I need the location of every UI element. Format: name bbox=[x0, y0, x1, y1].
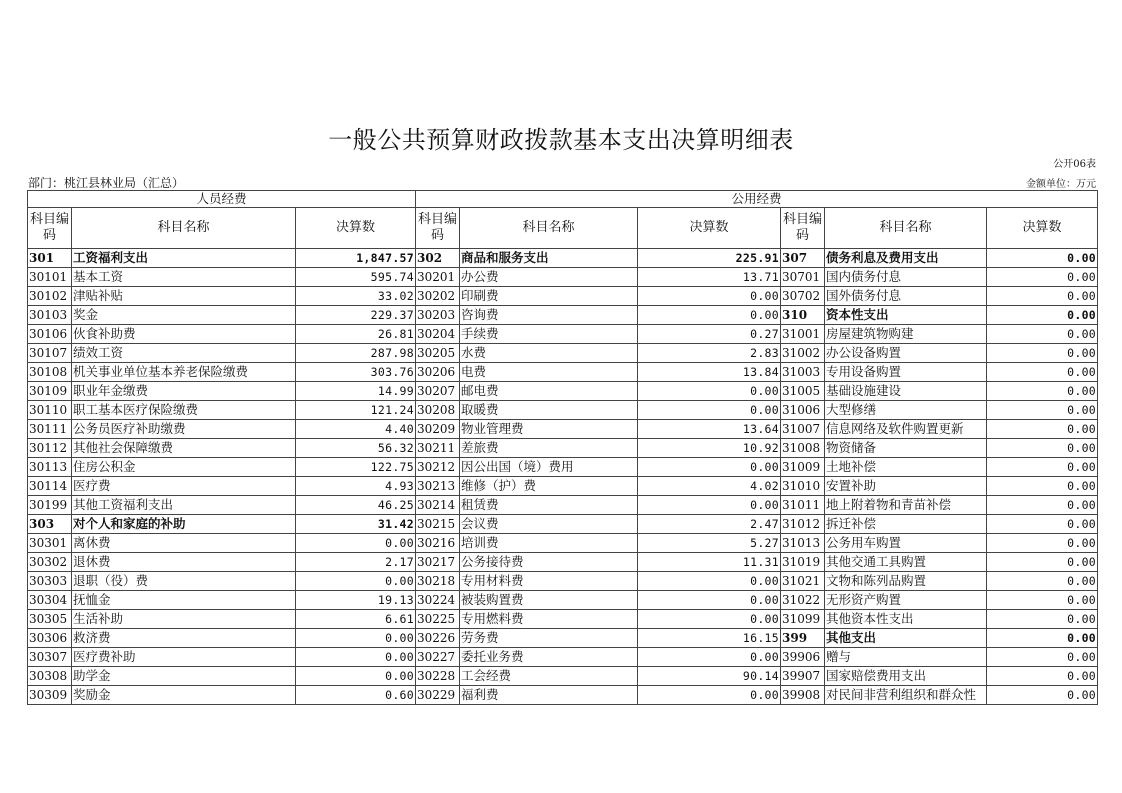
amount-cell: 0.00 bbox=[987, 477, 1098, 496]
table-row bbox=[28, 610, 1098, 629]
subject-name-cell: 公务用车购置 bbox=[825, 534, 987, 553]
subject-name-cell: 其他交通工具购置 bbox=[825, 553, 987, 572]
amount-cell: 0.00 bbox=[987, 401, 1098, 420]
subject-code-cell: 31005 bbox=[781, 382, 825, 401]
amount-header: 决算数 bbox=[987, 208, 1098, 249]
amount-cell: 0.00 bbox=[638, 458, 781, 477]
subject-name-cell: 基础设施建设 bbox=[825, 382, 987, 401]
subject-name-cell: 邮电费 bbox=[460, 382, 638, 401]
amount-cell: 0.00 bbox=[638, 648, 781, 667]
subject-code-cell: 31011 bbox=[781, 496, 825, 515]
amount-cell: 0.00 bbox=[638, 382, 781, 401]
amount-cell: 13.64 bbox=[638, 420, 781, 439]
subject-code-cell: 30205 bbox=[416, 344, 460, 363]
subject-code-cell: 301 bbox=[28, 249, 72, 268]
subject-name-cell: 物业管理费 bbox=[460, 420, 638, 439]
subject-code-cell: 39908 bbox=[781, 686, 825, 705]
subject-code-cell: 30227 bbox=[416, 648, 460, 667]
subject-name-cell: 工资福利支出 bbox=[72, 249, 296, 268]
subject-name-cell: 商品和服务支出 bbox=[460, 249, 638, 268]
subject-code-cell: 31099 bbox=[781, 610, 825, 629]
subject-code-cell: 30114 bbox=[28, 477, 72, 496]
subject-name-cell: 对民间非营利组织和群众性 bbox=[825, 686, 987, 705]
subject-code-cell: 31010 bbox=[781, 477, 825, 496]
table-row bbox=[28, 401, 1098, 420]
subject-code-cell: 302 bbox=[416, 249, 460, 268]
amount-cell: 0.00 bbox=[638, 496, 781, 515]
page-title: 一般公共预算财政拨款基本支出决算明细表 bbox=[328, 126, 794, 154]
subject-code-cell: 30215 bbox=[416, 515, 460, 534]
amount-cell: 0.00 bbox=[987, 325, 1098, 344]
amount-cell: 2.83 bbox=[638, 344, 781, 363]
subject-name-cell: 赠与 bbox=[825, 648, 987, 667]
subject-code-cell: 31019 bbox=[781, 553, 825, 572]
subject-code-cell: 30214 bbox=[416, 496, 460, 515]
subject-code-cell: 30109 bbox=[28, 382, 72, 401]
subject-name-cell: 奖励金 bbox=[72, 686, 296, 705]
subject-name-cell: 专用燃料费 bbox=[460, 610, 638, 629]
amount-cell: 0.00 bbox=[638, 306, 781, 325]
amount-cell: 121.24 bbox=[296, 401, 416, 420]
subject-code-cell: 30306 bbox=[28, 629, 72, 648]
table-row bbox=[28, 249, 1098, 268]
subject-code-cell: 30101 bbox=[28, 268, 72, 287]
amount-cell: 0.00 bbox=[638, 686, 781, 705]
subject-name-cell: 其他资本性支出 bbox=[825, 610, 987, 629]
subject-code-cell: 30212 bbox=[416, 458, 460, 477]
amount-cell: 31.42 bbox=[296, 515, 416, 534]
subject-code-cell: 30204 bbox=[416, 325, 460, 344]
subject-code-cell: 30217 bbox=[416, 553, 460, 572]
subject-name-cell: 地上附着物和青苗补偿 bbox=[825, 496, 987, 515]
amount-header: 决算数 bbox=[638, 208, 781, 249]
amount-cell: 0.00 bbox=[638, 287, 781, 306]
subject-code-cell: 30302 bbox=[28, 553, 72, 572]
subject-code-cell: 310 bbox=[781, 306, 825, 325]
subject-name-cell: 培训费 bbox=[460, 534, 638, 553]
subject-name-cell: 专用材料费 bbox=[460, 572, 638, 591]
amount-cell: 0.00 bbox=[987, 667, 1098, 686]
subject-name-cell: 国外债务付息 bbox=[825, 287, 987, 306]
amount-cell: 0.00 bbox=[638, 401, 781, 420]
table-row bbox=[28, 553, 1098, 572]
subject-code-cell: 30108 bbox=[28, 363, 72, 382]
subject-name-cell: 信息网络及软件购置更新 bbox=[825, 420, 987, 439]
amount-cell: 0.00 bbox=[987, 420, 1098, 439]
amount-cell: 0.00 bbox=[987, 610, 1098, 629]
subject-name-cell: 公务员医疗补助缴费 bbox=[72, 420, 296, 439]
subject-name-cell: 取暖费 bbox=[460, 401, 638, 420]
subject-name-cell: 专用设备购置 bbox=[825, 363, 987, 382]
amount-cell: 2.47 bbox=[638, 515, 781, 534]
subject-name-cell: 国家赔偿费用支出 bbox=[825, 667, 987, 686]
amount-cell: 0.00 bbox=[987, 591, 1098, 610]
subject-code-cell: 31008 bbox=[781, 439, 825, 458]
subject-name-cell: 其他支出 bbox=[825, 629, 987, 648]
subject-name-cell: 医疗费 bbox=[72, 477, 296, 496]
subject-name-cell: 办公费 bbox=[460, 268, 638, 287]
subject-name-cell: 职工基本医疗保险缴费 bbox=[72, 401, 296, 420]
amount-cell: 2.17 bbox=[296, 553, 416, 572]
subject-name-cell: 委托业务费 bbox=[460, 648, 638, 667]
subject-name-cell: 电费 bbox=[460, 363, 638, 382]
table-row bbox=[28, 572, 1098, 591]
subject-name-cell: 职业年金缴费 bbox=[72, 382, 296, 401]
subject-name-cell: 机关事业单位基本养老保险缴费 bbox=[72, 363, 296, 382]
subject-code-cell: 31007 bbox=[781, 420, 825, 439]
amount-cell: 46.25 bbox=[296, 496, 416, 515]
amount-cell: 0.00 bbox=[987, 572, 1098, 591]
subject-name-cell: 离休费 bbox=[72, 534, 296, 553]
subject-code-cell: 30218 bbox=[416, 572, 460, 591]
amount-cell: 0.00 bbox=[638, 591, 781, 610]
table-row bbox=[28, 667, 1098, 686]
amount-cell: 595.74 bbox=[296, 268, 416, 287]
amount-cell: 33.02 bbox=[296, 287, 416, 306]
amount-cell: 26.81 bbox=[296, 325, 416, 344]
table-row bbox=[28, 458, 1098, 477]
subject-code-cell: 30229 bbox=[416, 686, 460, 705]
form-number: 公开06表 bbox=[1053, 159, 1096, 170]
table-row bbox=[28, 306, 1098, 325]
table-row bbox=[28, 363, 1098, 382]
subject-name-cell: 资本性支出 bbox=[825, 306, 987, 325]
subject-code-cell: 30110 bbox=[28, 401, 72, 420]
amount-cell: 0.00 bbox=[296, 572, 416, 591]
subject-code-cell: 30224 bbox=[416, 591, 460, 610]
table-row bbox=[28, 686, 1098, 705]
amount-header: 决算数 bbox=[296, 208, 416, 249]
subject-code-cell: 31022 bbox=[781, 591, 825, 610]
amount-cell: 287.98 bbox=[296, 344, 416, 363]
subject-code-cell: 30305 bbox=[28, 610, 72, 629]
subject-name-cell: 大型修缮 bbox=[825, 401, 987, 420]
subject-code-cell: 30112 bbox=[28, 439, 72, 458]
amount-cell: 4.40 bbox=[296, 420, 416, 439]
subject-name-cell: 办公设备购置 bbox=[825, 344, 987, 363]
subject-code-cell: 30208 bbox=[416, 401, 460, 420]
amount-cell: 11.31 bbox=[638, 553, 781, 572]
subject-name-cell: 助学金 bbox=[72, 667, 296, 686]
subject-code-cell: 31009 bbox=[781, 458, 825, 477]
subject-code-cell: 399 bbox=[781, 629, 825, 648]
amount-cell: 0.00 bbox=[987, 534, 1098, 553]
amount-cell: 56.32 bbox=[296, 439, 416, 458]
subject-name-cell: 房屋建筑物购建 bbox=[825, 325, 987, 344]
table-row bbox=[28, 325, 1098, 344]
amount-cell: 4.02 bbox=[638, 477, 781, 496]
subject-name-cell: 文物和陈列品购置 bbox=[825, 572, 987, 591]
subject-code-cell: 31013 bbox=[781, 534, 825, 553]
table-row bbox=[28, 287, 1098, 306]
subject-code-cell: 30103 bbox=[28, 306, 72, 325]
subject-code-cell: 30199 bbox=[28, 496, 72, 515]
amount-cell: 0.27 bbox=[638, 325, 781, 344]
amount-cell: 0.00 bbox=[296, 629, 416, 648]
amount-cell: 13.84 bbox=[638, 363, 781, 382]
code-header: 科目编码 bbox=[416, 208, 460, 249]
subject-code-cell: 30216 bbox=[416, 534, 460, 553]
table-row bbox=[28, 420, 1098, 439]
amount-cell: 0.00 bbox=[987, 268, 1098, 287]
subject-name-cell: 差旅费 bbox=[460, 439, 638, 458]
subject-name-cell: 安置补助 bbox=[825, 477, 987, 496]
subject-name-cell: 咨询费 bbox=[460, 306, 638, 325]
subject-code-cell: 30107 bbox=[28, 344, 72, 363]
expenditure-table bbox=[27, 190, 1098, 705]
subject-name-cell: 租赁费 bbox=[460, 496, 638, 515]
subject-code-cell: 31002 bbox=[781, 344, 825, 363]
subject-code-cell: 39906 bbox=[781, 648, 825, 667]
amount-cell: 0.00 bbox=[987, 249, 1098, 268]
subject-name-cell: 债务利息及费用支出 bbox=[825, 249, 987, 268]
name-header: 科目名称 bbox=[460, 208, 638, 249]
table-row bbox=[28, 439, 1098, 458]
table-row bbox=[28, 382, 1098, 401]
amount-cell: 0.00 bbox=[987, 439, 1098, 458]
amount-cell: 0.00 bbox=[987, 496, 1098, 515]
subject-name-cell: 绩效工资 bbox=[72, 344, 296, 363]
subject-name-cell: 福利费 bbox=[460, 686, 638, 705]
table-row bbox=[28, 591, 1098, 610]
subject-code-cell: 30702 bbox=[781, 287, 825, 306]
subject-name-cell: 伙食补助费 bbox=[72, 325, 296, 344]
subject-code-cell: 30202 bbox=[416, 287, 460, 306]
amount-cell: 229.37 bbox=[296, 306, 416, 325]
subject-code-cell: 30228 bbox=[416, 667, 460, 686]
subject-code-cell: 30209 bbox=[416, 420, 460, 439]
amount-cell: 0.00 bbox=[296, 667, 416, 686]
subject-name-cell: 印刷费 bbox=[460, 287, 638, 306]
table-row bbox=[28, 629, 1098, 648]
subject-name-cell: 奖金 bbox=[72, 306, 296, 325]
subject-name-cell: 手续费 bbox=[460, 325, 638, 344]
subject-code-cell: 30203 bbox=[416, 306, 460, 325]
subject-code-cell: 30308 bbox=[28, 667, 72, 686]
subject-name-cell: 维修（护）费 bbox=[460, 477, 638, 496]
subject-code-cell: 30213 bbox=[416, 477, 460, 496]
name-header: 科目名称 bbox=[825, 208, 987, 249]
subject-name-cell: 国内债务付息 bbox=[825, 268, 987, 287]
subject-name-cell: 救济费 bbox=[72, 629, 296, 648]
subject-code-cell: 30309 bbox=[28, 686, 72, 705]
subject-code-cell: 30303 bbox=[28, 572, 72, 591]
table-row bbox=[28, 477, 1098, 496]
subject-code-cell: 30106 bbox=[28, 325, 72, 344]
amount-cell: 1,847.57 bbox=[296, 249, 416, 268]
subject-name-cell: 工会经费 bbox=[460, 667, 638, 686]
table-row bbox=[28, 344, 1098, 363]
subject-name-cell: 无形资产购置 bbox=[825, 591, 987, 610]
amount-cell: 0.00 bbox=[987, 515, 1098, 534]
subject-name-cell: 会议费 bbox=[460, 515, 638, 534]
amount-cell: 19.13 bbox=[296, 591, 416, 610]
subject-code-cell: 30201 bbox=[416, 268, 460, 287]
amount-cell: 0.00 bbox=[987, 344, 1098, 363]
group-personnel-header: 人员经费 bbox=[28, 191, 416, 208]
amount-cell: 303.76 bbox=[296, 363, 416, 382]
subject-code-cell: 39907 bbox=[781, 667, 825, 686]
subject-name-cell: 因公出国（境）费用 bbox=[460, 458, 638, 477]
subject-code-cell: 30307 bbox=[28, 648, 72, 667]
amount-unit-label: 金额单位：万元 bbox=[1026, 179, 1096, 190]
subject-name-cell: 土地补偿 bbox=[825, 458, 987, 477]
subject-code-cell: 31001 bbox=[781, 325, 825, 344]
column-header-row bbox=[28, 208, 1098, 249]
subject-code-cell: 30102 bbox=[28, 287, 72, 306]
code-header: 科目编码 bbox=[28, 208, 72, 249]
group-header-row bbox=[28, 191, 1098, 208]
amount-cell: 122.75 bbox=[296, 458, 416, 477]
subject-name-cell: 基本工资 bbox=[72, 268, 296, 287]
table-row bbox=[28, 496, 1098, 515]
subject-code-cell: 30111 bbox=[28, 420, 72, 439]
group-public-header: 公用经费 bbox=[416, 191, 1098, 208]
amount-cell: 0.00 bbox=[296, 534, 416, 553]
amount-cell: 4.93 bbox=[296, 477, 416, 496]
table-row bbox=[28, 515, 1098, 534]
subject-code-cell: 30206 bbox=[416, 363, 460, 382]
amount-cell: 225.91 bbox=[638, 249, 781, 268]
subject-name-cell: 抚恤金 bbox=[72, 591, 296, 610]
subject-code-cell: 30304 bbox=[28, 591, 72, 610]
subject-name-cell: 退职（役）费 bbox=[72, 572, 296, 591]
subject-name-cell: 劳务费 bbox=[460, 629, 638, 648]
table-row bbox=[28, 648, 1098, 667]
subject-name-cell: 生活补助 bbox=[72, 610, 296, 629]
amount-cell: 0.60 bbox=[296, 686, 416, 705]
subject-code-cell: 30207 bbox=[416, 382, 460, 401]
amount-cell: 90.14 bbox=[638, 667, 781, 686]
subject-name-cell: 拆迁补偿 bbox=[825, 515, 987, 534]
amount-cell: 0.00 bbox=[987, 306, 1098, 325]
subject-code-cell: 31003 bbox=[781, 363, 825, 382]
subject-code-cell: 31006 bbox=[781, 401, 825, 420]
amount-cell: 0.00 bbox=[987, 382, 1098, 401]
subject-name-cell: 其他工资福利支出 bbox=[72, 496, 296, 515]
amount-cell: 16.15 bbox=[638, 629, 781, 648]
subject-code-cell: 31021 bbox=[781, 572, 825, 591]
amount-cell: 0.00 bbox=[638, 572, 781, 591]
subject-code-cell: 30301 bbox=[28, 534, 72, 553]
subject-code-cell: 303 bbox=[28, 515, 72, 534]
subject-name-cell: 公务接待费 bbox=[460, 553, 638, 572]
amount-cell: 0.00 bbox=[638, 610, 781, 629]
subject-name-cell: 物资储备 bbox=[825, 439, 987, 458]
amount-cell: 0.00 bbox=[987, 629, 1098, 648]
amount-cell: 0.00 bbox=[987, 553, 1098, 572]
amount-cell: 13.71 bbox=[638, 268, 781, 287]
amount-cell: 10.92 bbox=[638, 439, 781, 458]
table-row bbox=[28, 268, 1098, 287]
table-row bbox=[28, 534, 1098, 553]
subject-code-cell: 30225 bbox=[416, 610, 460, 629]
subject-code-cell: 30113 bbox=[28, 458, 72, 477]
subject-name-cell: 对个人和家庭的补助 bbox=[72, 515, 296, 534]
amount-cell: 0.00 bbox=[987, 648, 1098, 667]
amount-cell: 0.00 bbox=[987, 363, 1098, 382]
subject-code-cell: 307 bbox=[781, 249, 825, 268]
subject-name-cell: 被装购置费 bbox=[460, 591, 638, 610]
subject-name-cell: 退休费 bbox=[72, 553, 296, 572]
amount-cell: 5.27 bbox=[638, 534, 781, 553]
name-header: 科目名称 bbox=[72, 208, 296, 249]
subject-name-cell: 其他社会保障缴费 bbox=[72, 439, 296, 458]
code-header: 科目编码 bbox=[781, 208, 825, 249]
department-label: 部门：桃江县林业局（汇总） bbox=[28, 176, 185, 190]
subject-name-cell: 医疗费补助 bbox=[72, 648, 296, 667]
subject-name-cell: 水费 bbox=[460, 344, 638, 363]
subject-code-cell: 31012 bbox=[781, 515, 825, 534]
amount-cell: 0.00 bbox=[296, 648, 416, 667]
amount-cell: 6.61 bbox=[296, 610, 416, 629]
amount-cell: 0.00 bbox=[987, 686, 1098, 705]
subject-code-cell: 30211 bbox=[416, 439, 460, 458]
subject-code-cell: 30226 bbox=[416, 629, 460, 648]
amount-cell: 0.00 bbox=[987, 287, 1098, 306]
subject-code-cell: 30701 bbox=[781, 268, 825, 287]
amount-cell: 0.00 bbox=[987, 458, 1098, 477]
subject-name-cell: 津贴补贴 bbox=[72, 287, 296, 306]
subject-name-cell: 住房公积金 bbox=[72, 458, 296, 477]
amount-cell: 14.99 bbox=[296, 382, 416, 401]
